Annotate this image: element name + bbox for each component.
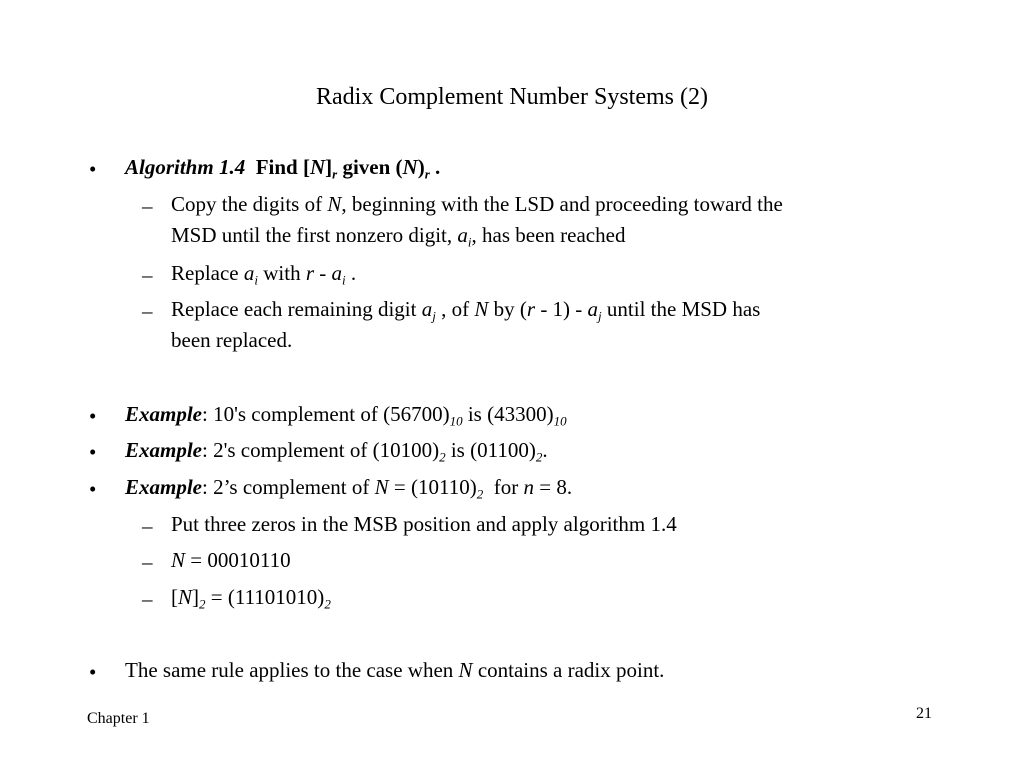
text: for — [483, 475, 524, 499]
example1-line — [125, 402, 567, 429]
page-number: 21 — [916, 705, 932, 722]
subscript: 10 — [449, 413, 463, 429]
bullet-marker: • — [89, 440, 97, 464]
algorithm-heading — [125, 155, 441, 182]
var-n: n — [523, 475, 534, 499]
subscript: 2 — [439, 449, 446, 465]
text: . — [542, 438, 548, 462]
var-N: N — [402, 155, 418, 179]
text: The same rule applies to the case when — [125, 658, 459, 682]
sub-i: i — [342, 272, 346, 288]
text: , of — [435, 297, 475, 321]
given-text: given ( — [337, 155, 403, 179]
example-label: Example — [125, 402, 202, 426]
sub3-line1: Put three zeros in the MSB position and apply algorithm 1.4 — [171, 512, 677, 536]
period: . — [429, 155, 441, 179]
text: MSD until the first nonzero digit, — [171, 223, 458, 247]
sub-r: r — [424, 166, 430, 182]
bullet-marker: • — [89, 660, 97, 684]
var-N: N — [171, 548, 186, 572]
text: Replace each remaining digit — [171, 297, 422, 321]
bracket-close: ] — [325, 155, 333, 179]
step3-line1 — [171, 297, 761, 324]
dash-marker: – — [142, 550, 153, 574]
dash-marker: – — [142, 299, 153, 323]
step1-line2 — [171, 223, 626, 250]
var-N: N — [309, 155, 326, 179]
text: : 2's complement of (10100) — [202, 438, 440, 462]
text: : 10's complement of (56700) — [202, 402, 450, 426]
sub3-line3 — [171, 585, 331, 612]
footer-chapter: Chapter 1 — [87, 710, 150, 727]
text: , has been reached — [471, 223, 626, 247]
var-N: N — [458, 658, 473, 682]
example-label: Example — [125, 475, 202, 499]
algorithm-name: Algorithm 1.4 — [125, 155, 246, 179]
text: - — [314, 261, 332, 285]
var-a: a — [331, 261, 343, 285]
var-N: N — [327, 192, 342, 216]
text: ] — [192, 585, 200, 609]
dash-marker: – — [142, 587, 153, 611]
text: = 00010110 — [185, 548, 291, 572]
sub-r: r — [332, 166, 338, 182]
subscript: 2 — [199, 596, 206, 612]
var-a: a — [457, 223, 468, 247]
text: with — [258, 261, 306, 285]
sub-i: i — [254, 272, 258, 288]
var-r: r — [305, 261, 315, 285]
var-a: a — [421, 297, 433, 321]
dash-marker: – — [142, 514, 153, 538]
subscript: 2 — [535, 449, 543, 465]
var-N: N — [178, 585, 193, 609]
text: is (43300) — [462, 402, 554, 426]
example-label: Example — [125, 438, 202, 462]
text: until the MSD has — [601, 297, 761, 321]
example2-line — [125, 438, 548, 465]
text: is (01100) — [445, 438, 536, 462]
var-N: N — [374, 475, 389, 499]
text: = (10110) — [388, 475, 477, 499]
var-a: a — [587, 297, 599, 321]
text: - 1) - — [535, 297, 588, 321]
bullet-marker: • — [89, 404, 97, 428]
subscript: 2 — [476, 486, 484, 502]
text: = (11101010) — [205, 585, 325, 609]
var-N: N — [474, 297, 489, 321]
sub-i: i — [467, 234, 472, 250]
bullet-marker: • — [89, 157, 97, 181]
dash-marker: – — [142, 263, 153, 287]
var-a: a — [243, 261, 255, 285]
bullet-marker: • — [89, 477, 97, 501]
subscript: 2 — [324, 596, 331, 612]
paren-close: ) — [417, 155, 425, 179]
step2-line — [171, 261, 357, 288]
text: contains a radix point. — [472, 658, 665, 682]
text: = 8. — [533, 475, 573, 499]
text: Copy the digits of — [171, 192, 328, 216]
text: by ( — [488, 297, 527, 321]
text: , beginning with the LSD and proceeding toward the — [341, 192, 783, 216]
sub3-line2 — [171, 550, 291, 571]
step1-line1 — [171, 194, 783, 215]
text: : 2’s complement of — [202, 475, 375, 499]
var-r: r — [526, 297, 536, 321]
text: [ — [171, 585, 178, 609]
last-bullet-line — [125, 660, 664, 681]
step3-line2: been replaced. — [171, 328, 293, 352]
text: . — [345, 261, 357, 285]
find-text: Find [ — [255, 155, 310, 179]
subscript: 10 — [553, 413, 567, 429]
dash-marker: – — [142, 194, 153, 218]
sub-j: j — [432, 308, 436, 324]
example3-line — [125, 475, 573, 502]
sub-j: j — [598, 308, 602, 324]
text: Replace — [171, 261, 244, 285]
slide-title: Radix Complement Number Systems (2) — [316, 84, 708, 110]
